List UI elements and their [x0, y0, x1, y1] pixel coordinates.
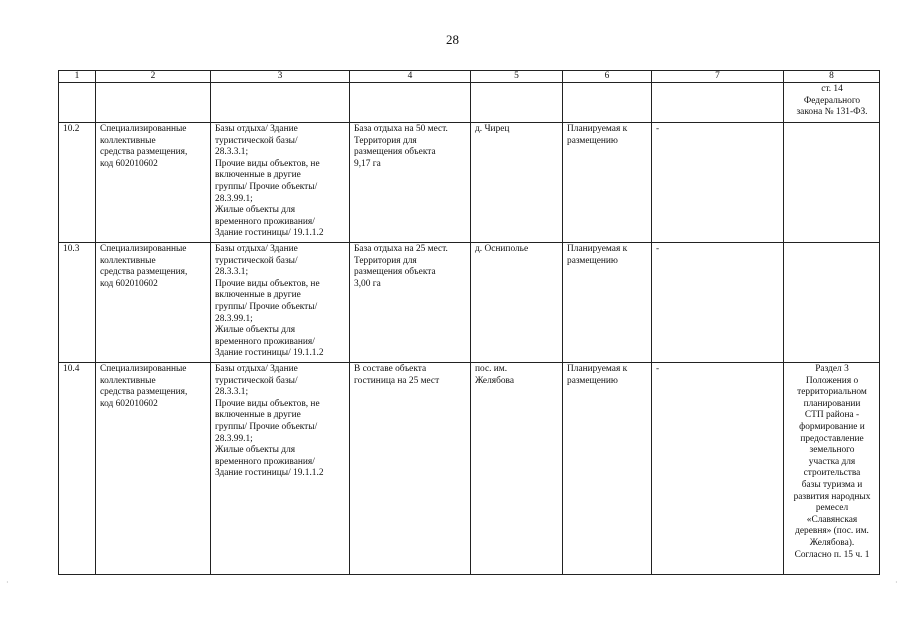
header-cell: 2	[96, 71, 211, 83]
scan-edge-mark: ·	[895, 578, 898, 587]
table-row	[59, 363, 880, 575]
table-row	[59, 243, 880, 363]
cell-zone	[652, 83, 784, 123]
cell-number: 10.3	[59, 243, 96, 363]
cell-classification: Базы отдыха/ Здание туристической базы/ 28.3.3.1; Прочие виды объектов, не включенные в другие группы/ Прочие объекты/ 28.3.99.1; Жилые объекты для временного проживания/ Здание гостиницы/ 19.1.1.2	[211, 123, 350, 243]
table-row	[59, 123, 880, 243]
header-cell: 8	[784, 71, 880, 83]
cell-basis	[784, 243, 880, 363]
cell-type: Специализированные коллективные средства размещения, код 602010602	[96, 363, 211, 575]
cell-type: Специализированные коллективные средства размещения, код 602010602	[96, 123, 211, 243]
cell-location: пос. им. Желябова	[471, 363, 563, 575]
cell-characteristics	[350, 83, 471, 123]
cell-characteristics: В составе объекта гостиница на 25 мест	[350, 363, 471, 575]
cell-number	[59, 83, 96, 123]
scan-edge-mark: ·	[6, 578, 9, 587]
cell-status	[563, 83, 652, 123]
cell-type	[96, 83, 211, 123]
cell-status: Планируемая к размещению	[563, 243, 652, 363]
cell-status: Планируемая к размещению	[563, 363, 652, 575]
cell-zone: -	[652, 243, 784, 363]
header-cell: 1	[59, 71, 96, 83]
cell-basis: Раздел 3 Положения о территориальном планировании СТП района - формирование и предоставление земельного участка для строительства базы туризма и развития народных ремесел «Славянская деревня» (пос. им. Желябова). Согласно п. 15 ч. 1	[784, 363, 880, 575]
page-number: 28	[446, 32, 459, 47]
cell-zone: -	[652, 363, 784, 575]
cell-zone: -	[652, 123, 784, 243]
cell-number: 10.2	[59, 123, 96, 243]
cell-number: 10.4	[59, 363, 96, 575]
cell-classification: Базы отдыха/ Здание туристической базы/ 28.3.3.1; Прочие виды объектов, не включенные в другие группы/ Прочие объекты/ 28.3.99.1; Жилые объекты для временного проживания/ Здание гостиницы/ 19.1.1.2	[211, 243, 350, 363]
cell-basis	[784, 123, 880, 243]
cell-location	[471, 83, 563, 123]
header-cell: 6	[563, 71, 652, 83]
cell-characteristics: База отдыха на 25 мест. Территория для размещения объекта 3,00 га	[350, 243, 471, 363]
cell-basis: ст. 14 Федерального закона № 131-ФЗ.	[784, 83, 880, 123]
header-cell: 7	[652, 71, 784, 83]
cell-classification	[211, 83, 350, 123]
header-cell: 4	[350, 71, 471, 83]
header-cell: 3	[211, 71, 350, 83]
cell-location: д. Чирец	[471, 123, 563, 243]
table-row-continuation	[59, 83, 880, 123]
document-table	[58, 70, 880, 575]
cell-location: д. Осниполье	[471, 243, 563, 363]
header-cell: 5	[471, 71, 563, 83]
cell-status: Планируемая к размещению	[563, 123, 652, 243]
cell-characteristics: База отдыха на 50 мест. Территория для размещения объекта 9,17 га	[350, 123, 471, 243]
cell-classification: Базы отдыха/ Здание туристической базы/ 28.3.3.1; Прочие виды объектов, не включенные в другие группы/ Прочие объекты/ 28.3.99.1; Жилые объекты для временного проживания/ Здание гостиницы/ 19.1.1.2	[211, 363, 350, 575]
cell-type: Специализированные коллективные средства размещения, код 602010602	[96, 243, 211, 363]
table-header-row	[59, 71, 880, 83]
